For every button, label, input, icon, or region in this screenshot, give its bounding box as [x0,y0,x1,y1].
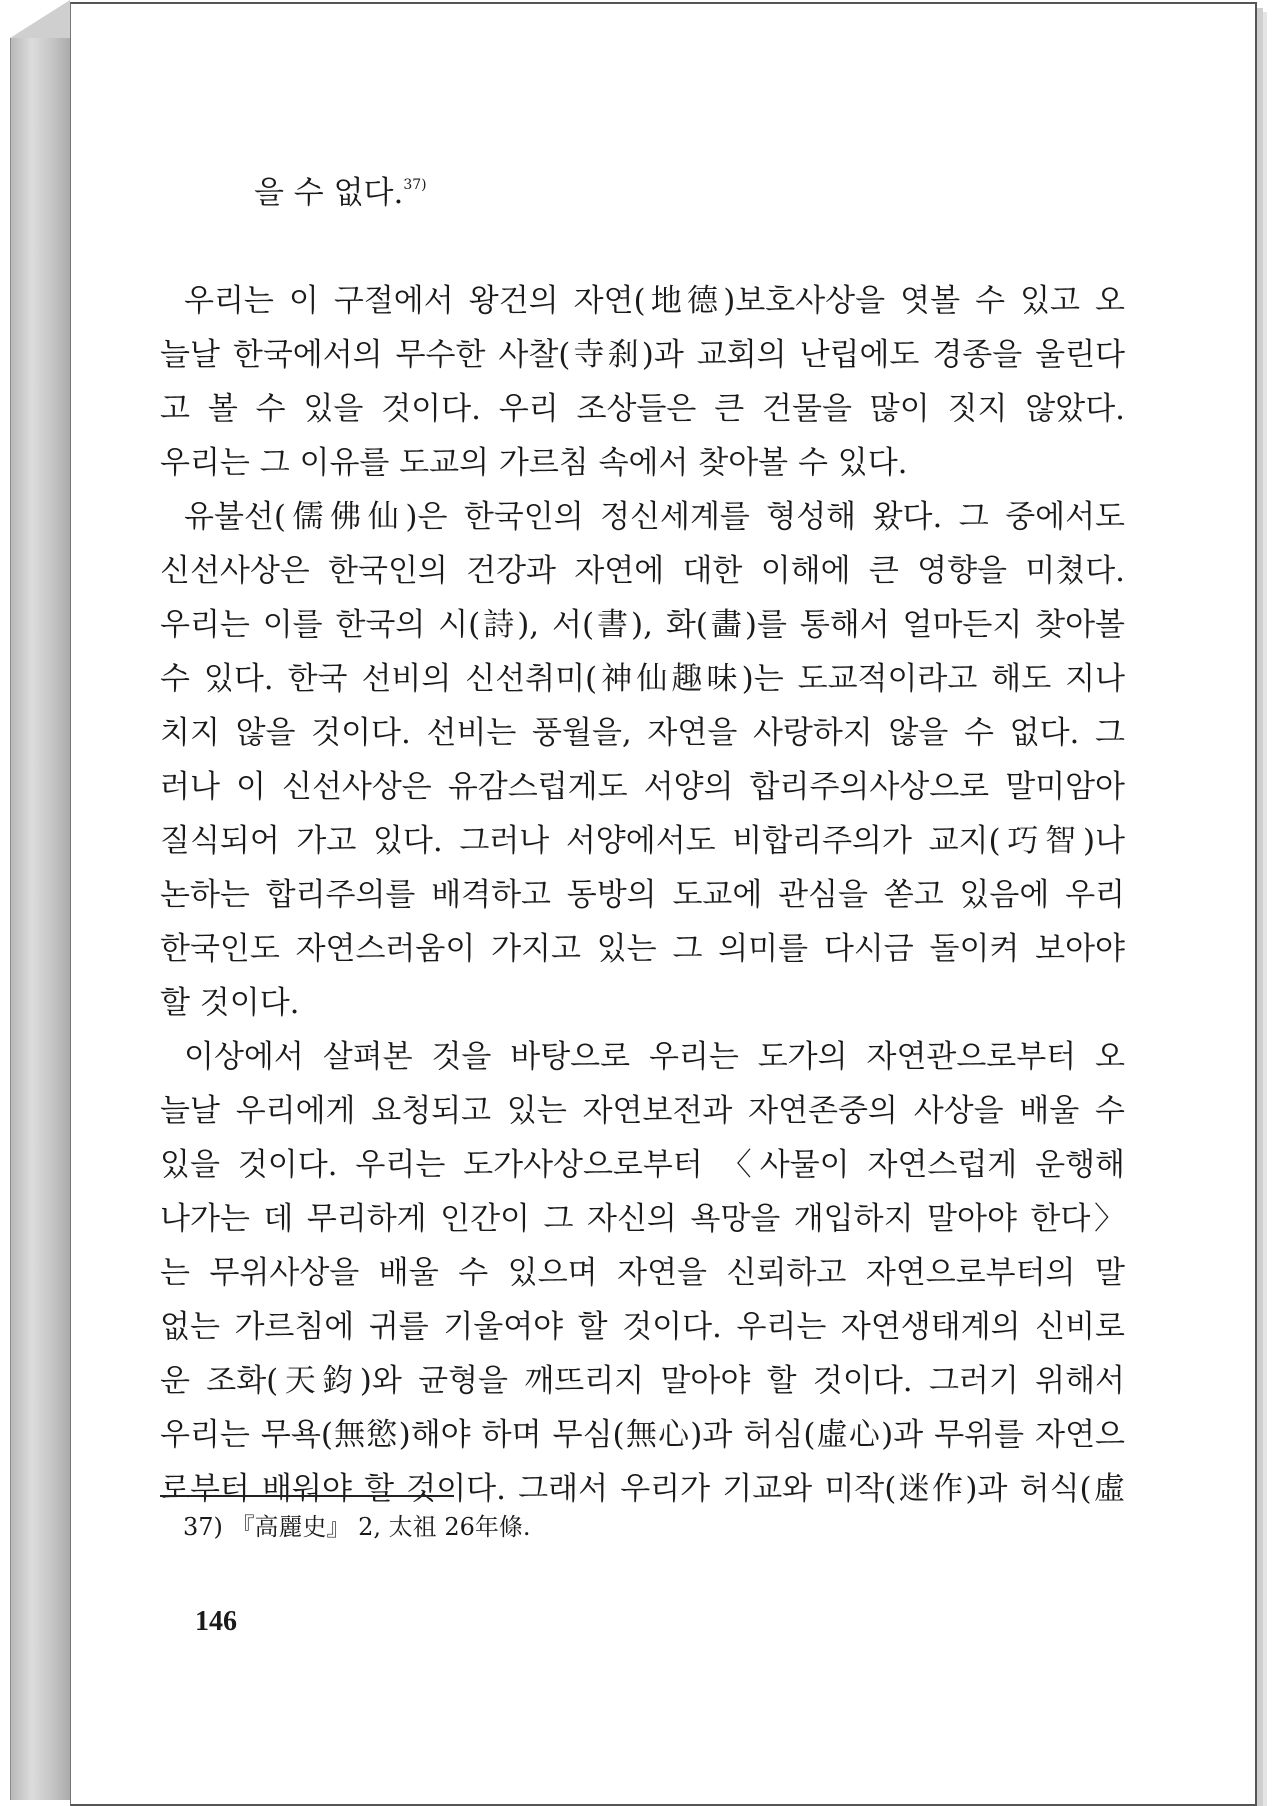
text-line-content: 유불선(儒佛仙)은 한국인의 정신세계를 형성해 왔다. 그 중에서도 [184,499,1125,535]
text-line [160,922,1125,976]
text-line [160,166,1125,220]
text-line [160,598,1125,652]
text-line-content: 로부터 배워야 할 것이다. 그래서 우리가 기교와 미작(迷作)과 허식(虛 [160,1471,1125,1507]
text-line [160,490,1125,544]
text-line-content: 질식되어 가고 있다. 그러나 서양에서도 비합리주의가 교지(巧智)나 [160,823,1125,859]
text-line-content: 나가는 데 무리하게 인간이 그 자신의 욕망을 개입하지 말아야 한다〉 [160,1201,1125,1237]
text-line-content: 는 무위사상을 배울 수 있으며 자연을 신뢰하고 자연으로부터의 말 [160,1255,1125,1291]
text-line [160,544,1125,598]
text-line [160,652,1125,706]
book-spine [10,38,71,1800]
text-line [160,1138,1125,1192]
text-line-content: 신선사상은 한국인의 건강과 자연에 대한 이해에 큰 영향을 미쳤다. [160,553,1125,589]
text-line-content: 고 볼 수 있을 것이다. 우리 조상들은 큰 건물을 많이 짓지 않았다. [160,391,1125,427]
text-line [160,1030,1125,1084]
text-line [160,814,1125,868]
footnote-37: 37) 『高麗史』 2, 太祖 26年條. [183,1513,531,1541]
text-line [160,382,1125,436]
text-line-content: 우리는 그 이유를 도교의 가르침 속에서 찾아볼 수 있다. [160,445,908,481]
text-line-content: 운 조화(天鈞)와 균형을 깨뜨리지 말아야 할 것이다. 그러기 위해서 [160,1363,1125,1399]
text-line-content: 러나 이 신선사상은 유감스럽게도 서양의 합리주의사상으로 말미암아 [160,769,1125,805]
text-line [160,1300,1125,1354]
text-line [160,1408,1125,1462]
text-line [160,1354,1125,1408]
text-line [160,1084,1125,1138]
text-line-content: 있을 것이다. 우리는 도가사상으로부터 〈사물이 자연스럽게 운행해 [160,1147,1125,1183]
text-line-content: 치지 않을 것이다. 선비는 풍월을, 자연을 사랑하지 않을 수 없다. 그 [160,715,1125,751]
text-line-content: 을 수 없다. [254,175,404,211]
text-line-content: 늘날 우리에게 요청되고 있는 자연보전과 자연존중의 사상을 배울 수 [160,1093,1125,1129]
text-line-content: 이상에서 살펴본 것을 바탕으로 우리는 도가의 자연관으로부터 오 [184,1039,1125,1075]
text-line-content: 할 것이다. [160,985,300,1021]
text-line-content: 수 있다. 한국 선비의 신선취미(神仙趣味)는 도교적이라고 해도 지나 [160,661,1125,697]
text-line [160,868,1125,922]
body-text [160,166,1125,1516]
page-number: 146 [195,1606,237,1637]
text-line-content: 논하는 합리주의를 배격하고 동방의 도교에 관심을 쏟고 있음에 우리 [160,877,1125,913]
text-line-content: 우리는 이를 한국의 시(詩), 서(書), 화(畵)를 통해서 얼마든지 찾아볼 [160,607,1125,643]
text-line [160,328,1125,382]
footnote-divider [160,1495,454,1497]
text-line [160,706,1125,760]
text-line-content: 우리는 이 구절에서 왕건의 자연(地德)보호사상을 엿볼 수 있고 오 [184,283,1125,319]
text-line-content: 우리는 무욕(無慾)해야 하며 무심(無心)과 허심(虛心)과 무위를 자연으 [160,1417,1125,1453]
text-line [160,1246,1125,1300]
footnote-marker: 37) [403,177,427,193]
book-spine-top [10,0,70,38]
paragraph-gap [160,220,1125,274]
text-line-content: 한국인도 자연스러움이 가지고 있는 그 의미를 다시금 돌이켜 보아야 [160,931,1125,967]
text-line [160,436,1125,490]
text-line-content: 늘날 한국에서의 무수한 사찰(寺刹)과 교회의 난립에도 경종을 울린다 [160,337,1125,373]
text-line-content: 없는 가르침에 귀를 기울여야 할 것이다. 우리는 자연생태계의 신비로 [160,1309,1125,1345]
text-line [160,976,1125,1030]
text-line [160,1192,1125,1246]
text-line [160,760,1125,814]
text-line [160,274,1125,328]
